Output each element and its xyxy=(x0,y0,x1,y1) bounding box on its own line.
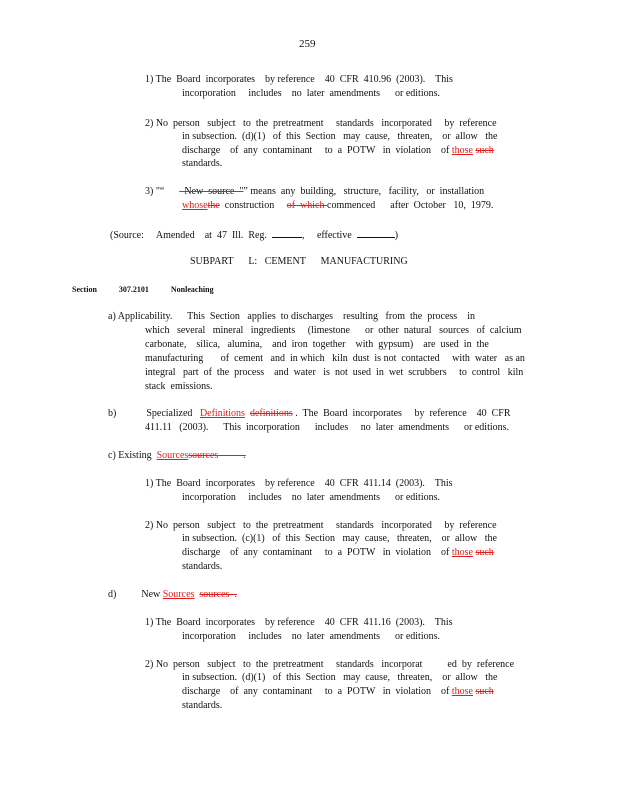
deleted-text: of which xyxy=(286,200,327,211)
text-line: in subsection. (d)(1) of this Section may cause, threaten, or allow the xyxy=(182,672,498,683)
text-line xyxy=(182,685,494,699)
text-fragment: Amended at 47 Ill. Reg. xyxy=(155,230,267,241)
text-line: standards. xyxy=(182,700,223,711)
text-line: a) Applicability. This Section applies to discharges resulting from the process in xyxy=(108,311,475,322)
text-line xyxy=(182,144,494,158)
deleted-text: . xyxy=(218,450,246,461)
text-fragment: ) xyxy=(394,230,399,241)
inserted-text: Sources xyxy=(162,589,195,600)
text-line: incorporation includes no later amendments or editions. xyxy=(182,492,440,503)
subpart-heading: SUBPART L: CEMENT MANUFACTURING xyxy=(190,256,408,267)
deleted-text: sources xyxy=(199,589,230,600)
deleted-text: . xyxy=(229,589,237,600)
text-fragment: , xyxy=(301,230,305,241)
section-label: Section xyxy=(72,285,97,294)
source-note xyxy=(110,227,398,243)
text-fragment: effective xyxy=(316,230,352,241)
deleted-text: such xyxy=(475,145,494,156)
section-heading xyxy=(72,283,214,297)
text-line xyxy=(108,407,511,421)
text-line: 2) No person subject to the pretreatment standards incorporated by reference xyxy=(145,118,497,129)
text-line: incorporation includes no later amendments or editions. xyxy=(182,631,440,642)
deleted-text: definitions xyxy=(249,408,293,419)
text-line: in subsection. (d)(1) of this Section may cause, threaten, or allow the xyxy=(182,131,498,142)
text-line: 1) The Board incorporates by reference 40 CFR 410.96 (2003). This xyxy=(145,74,453,85)
text-fragment: 3) "“ xyxy=(145,186,165,197)
subsection-label: c) Existing xyxy=(108,450,152,461)
deleted-text: –New source " xyxy=(179,186,244,197)
text-line: 1) The Board incorporates by reference 40 CFR 411.14 (2003). This xyxy=(145,478,453,489)
section-number: 307.2101 xyxy=(118,285,149,294)
inserted-text: Sources xyxy=(156,450,189,461)
text-line xyxy=(182,199,493,213)
text-line: 1) The Board incorporates by reference 40 CFR 411.16 (2003). This xyxy=(145,617,453,628)
text-fragment: discharge of any contaminant to a POTW in violation of xyxy=(182,547,452,558)
text-line xyxy=(145,185,484,199)
text-line: 411.11 (2003). This incorporation includes no later amendments or editions. xyxy=(145,422,510,433)
inserted-text: whose xyxy=(182,200,208,211)
text-fragment: construction xyxy=(219,200,287,211)
text-line: integral part of the process and water is not used in wet scrubbers to control kiln xyxy=(145,367,524,378)
deleted-text: the xyxy=(207,200,220,211)
blank-line xyxy=(272,227,302,238)
inserted-text: those xyxy=(451,547,473,558)
text-line: incorporation includes no later amendments or editions. xyxy=(182,88,440,99)
text-line: standards. xyxy=(182,561,223,572)
text-fragment: (Source: xyxy=(110,230,144,241)
text-fragment: discharge of any contaminant to a POTW in violation of xyxy=(182,686,452,697)
text-line: 2) No person subject to the pretreatment standards incorporated by reference xyxy=(145,520,497,531)
blank-line xyxy=(357,227,395,238)
section-title: Nonleaching xyxy=(170,285,214,294)
deleted-text: sources xyxy=(188,450,219,461)
text-line: manufacturing of cement and in which kiln dust is not contacted with water as an xyxy=(145,353,525,364)
inserted-text: Definitions xyxy=(199,408,245,419)
text-line xyxy=(108,588,237,602)
inserted-text: those xyxy=(451,145,473,156)
text-line: which several mineral ingredients (limestone or other natural sources of calcium xyxy=(145,325,522,336)
text-line: in subsection. (c)(1) of this Section may cause, threaten, or allow the xyxy=(182,533,497,544)
text-line: standards. xyxy=(182,158,223,169)
text-line: stack emissions. xyxy=(145,381,213,392)
text-fragment: commenced after October 10, 1979. xyxy=(327,200,494,211)
inserted-text: those xyxy=(451,686,473,697)
deleted-text: such xyxy=(475,547,494,558)
text-fragment: discharge of any contaminant to a POTW in violation of xyxy=(182,145,452,156)
deleted-text: such xyxy=(475,686,494,697)
subsection-label: d) xyxy=(108,589,117,600)
page-number: 259 xyxy=(299,38,316,50)
text-fragment: . The Board incorporates by reference 40 CFR xyxy=(292,408,511,419)
text-line xyxy=(182,546,494,560)
text-fragment: Specialized xyxy=(146,408,193,419)
text-line xyxy=(108,449,246,463)
text-line: carbonate, silica, alumina, and iron together with gypsum) are used in the xyxy=(145,339,489,350)
text-line: 2) No person subject to the pretreatment standards incorporat ed by reference xyxy=(145,659,515,670)
text-fragment: New xyxy=(141,589,161,600)
text-fragment: ” means any building, structure, facility, or installation xyxy=(243,186,485,197)
subsection-label: b) xyxy=(108,408,117,419)
